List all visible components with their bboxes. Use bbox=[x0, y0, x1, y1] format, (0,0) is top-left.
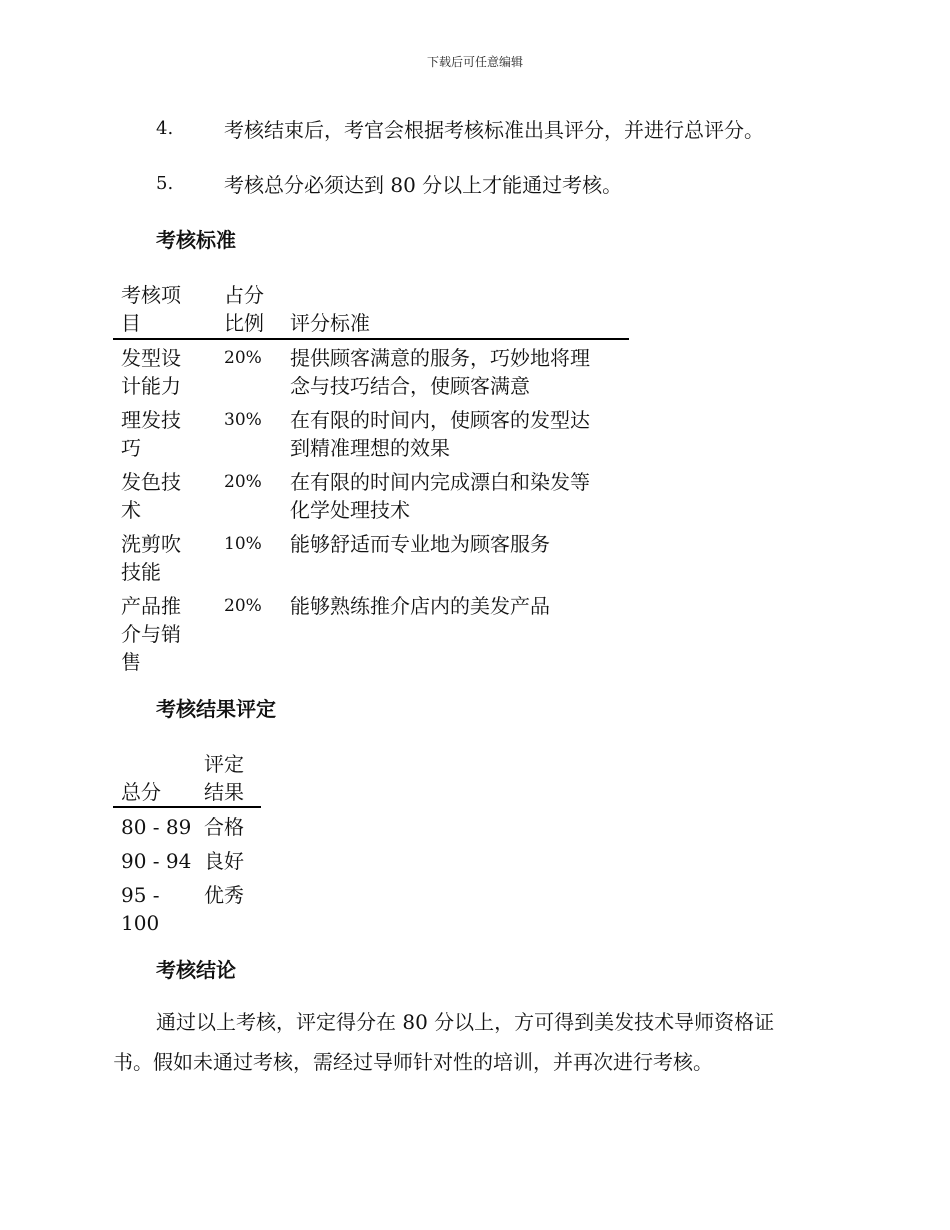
table-row-score: 80 - 89 bbox=[121, 815, 192, 839]
table-row-criteria: 能够熟练推介店内的美发产品 bbox=[290, 594, 550, 618]
table-header-rule bbox=[113, 806, 261, 808]
table-header-score: 总分 bbox=[121, 780, 161, 804]
table-row-item: 洗剪吹 技能 bbox=[121, 532, 181, 584]
table-row-result: 良好 bbox=[204, 849, 244, 873]
table-row-score: 95 - 100 bbox=[121, 883, 160, 935]
table-row-result: 优秀 bbox=[204, 883, 244, 907]
conclusion-line: 通过以上考核，评定得分在 80 分以上，方可得到美发技术导师资格证 bbox=[156, 1010, 775, 1034]
result-heading: 考核结果评定 bbox=[156, 697, 276, 721]
table-header-pct: 占分 比例 bbox=[224, 283, 264, 335]
table-header-result: 评定 结果 bbox=[204, 752, 244, 804]
table-row-pct: 20% bbox=[224, 472, 262, 492]
table-row-score: 90 - 94 bbox=[121, 849, 192, 873]
table-row-pct: 10% bbox=[224, 534, 262, 554]
list-number: 4. bbox=[156, 118, 174, 139]
table-row-pct: 20% bbox=[224, 596, 262, 616]
page-header: 下载后可任意编辑 bbox=[426, 55, 523, 69]
table-header-rule bbox=[113, 338, 629, 340]
table-row-criteria: 在有限的时间内完成漂白和染发等 化学处理技术 bbox=[290, 470, 590, 522]
table-row-pct: 20% bbox=[224, 348, 262, 368]
table-row-item: 产品推 介与销 售 bbox=[121, 594, 181, 674]
list-item-text: 考核结束后，考官会根据考核标准出具评分，并进行总评分。 bbox=[224, 118, 764, 142]
table-row-criteria: 提供顾客满意的服务，巧妙地将理 念与技巧结合，使顾客满意 bbox=[290, 346, 590, 398]
conclusion-heading: 考核结论 bbox=[156, 958, 236, 982]
table-row-result: 合格 bbox=[204, 815, 244, 839]
table-row-item: 发型设 计能力 bbox=[121, 346, 181, 398]
list-item-text: 考核总分必须达到 80 分以上才能通过考核。 bbox=[224, 173, 623, 197]
standards-heading: 考核标准 bbox=[156, 228, 236, 252]
conclusion-line: 书。假如未通过考核，需经过导师针对性的培训，并再次进行考核。 bbox=[113, 1050, 713, 1074]
table-row-item: 理发技 巧 bbox=[121, 408, 181, 460]
table-header-item: 考核项 目 bbox=[121, 283, 181, 335]
table-row-pct: 30% bbox=[224, 410, 262, 430]
list-number: 5. bbox=[156, 173, 174, 194]
table-row-criteria: 在有限的时间内，使顾客的发型达 到精准理想的效果 bbox=[290, 408, 590, 460]
table-row-criteria: 能够舒适而专业地为顾客服务 bbox=[290, 532, 550, 556]
table-header-criteria: 评分标准 bbox=[290, 311, 370, 335]
table-row-item: 发色技 术 bbox=[121, 470, 181, 522]
